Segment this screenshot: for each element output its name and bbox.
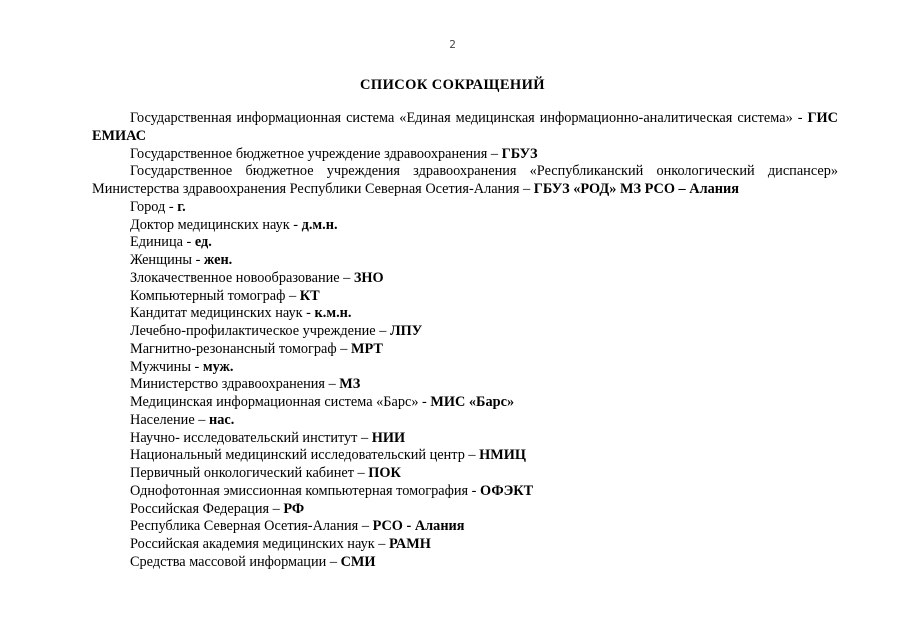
abbreviation-entry — [92, 341, 838, 359]
entry-abbreviation: ГИС ЕМИАС — [92, 110, 838, 144]
entry-abbreviation: РСО - Алания — [372, 518, 465, 535]
entry-term: Первичный онкологический кабинет – — [130, 465, 365, 481]
abbreviation-entry — [92, 288, 838, 306]
abbreviation-list — [92, 110, 838, 572]
entry-term: Кандитат медицинских наук - — [130, 305, 311, 322]
entry-term: Население – — [130, 411, 206, 428]
entry-abbreviation: ОФЭКТ — [480, 482, 534, 499]
entry-abbreviation: ЛПУ — [389, 323, 423, 339]
abbreviation-entry — [92, 447, 838, 465]
entry-abbreviation: ГБУЗ «РОД» МЗ РСО – Алания — [533, 181, 739, 197]
entry-term: Средства массовой информации – — [130, 553, 337, 570]
entry-term: Научно- исследовательский институт – — [130, 429, 369, 446]
entry-term: Единица - — [130, 234, 192, 251]
abbreviation-entry — [92, 554, 838, 572]
entry-term: Государственная информационная система «Единая медицинская информационно-аналитическая система» - — [130, 110, 803, 126]
abbreviation-entry — [92, 252, 838, 270]
entry-abbreviation: РФ — [283, 500, 305, 517]
entry-abbreviation: МЗ — [339, 376, 361, 393]
abbreviation-entry — [92, 483, 838, 501]
abbreviation-entry — [92, 412, 838, 430]
entry-term: Женщины - — [130, 252, 201, 268]
abbreviation-entry — [92, 323, 838, 341]
abbreviation-entry — [92, 465, 838, 483]
abbreviation-entry — [92, 270, 838, 288]
entry-term: Министерство здравоохранения – — [130, 376, 336, 393]
abbreviation-entry — [92, 518, 838, 536]
entry-abbreviation: г. — [177, 198, 186, 215]
abbreviation-entry — [92, 146, 838, 164]
entry-abbreviation: ЗНО — [353, 269, 384, 286]
entry-term: Однофотонная эмиссионная компьютерная томография - — [130, 482, 477, 499]
abbreviation-entry — [92, 394, 838, 412]
entry-term: Республика Северная Осетия-Алания – — [130, 518, 369, 535]
abbreviation-entry — [92, 501, 838, 519]
abbreviation-entry — [92, 430, 838, 448]
entry-term: Российская Федерация – — [130, 500, 280, 517]
entry-abbreviation: НМИЦ — [479, 447, 527, 464]
abbreviation-entry — [92, 217, 838, 235]
entry-abbreviation: ед. — [194, 234, 212, 251]
entry-term: Государственное бюджетное учреждение здравоохранения – — [130, 145, 499, 162]
entry-term: Государственное бюджетное учреждения здравоохранения «Республиканский онкологический диспансер» Министерства здравоохранения Республики Северная Осетия-Алания – — [92, 163, 838, 197]
page-number: 2 — [449, 38, 456, 51]
entry-abbreviation: НИИ — [371, 429, 406, 446]
entry-abbreviation: муж. — [202, 358, 234, 375]
abbreviation-entry — [92, 359, 838, 377]
entry-abbreviation: к.м.н. — [314, 305, 352, 322]
abbreviation-entry — [92, 536, 838, 554]
abbreviation-entry — [92, 234, 838, 252]
entry-abbreviation: ПОК — [368, 465, 401, 481]
page-title: СПИСОК СОКРАЩЕНИЙ — [360, 77, 545, 93]
entry-term: Злокачественное новообразование – — [130, 269, 351, 286]
entry-term: Национальный медицинский исследовательский центр – — [130, 447, 476, 464]
abbreviation-entry — [92, 376, 838, 394]
entry-term: Медицинская информационная система «Барс» - — [130, 394, 427, 410]
entry-term: Магнитно-резонансный томограф – — [130, 340, 348, 357]
entry-term: Лечебно-профилактическое учреждение – — [130, 323, 387, 339]
entry-term: Российская академия медицинских наук – — [130, 536, 386, 552]
abbreviation-entry — [92, 199, 838, 217]
abbreviation-entry — [92, 163, 838, 199]
entry-abbreviation: СМИ — [340, 553, 376, 570]
abbreviation-entry — [92, 305, 838, 323]
entry-abbreviation: МРТ — [350, 340, 383, 357]
entry-abbreviation: МИС «Барс» — [430, 394, 515, 410]
entry-term: Компьютерный томограф – — [130, 287, 297, 304]
entry-abbreviation: жен. — [203, 252, 233, 268]
abbreviation-entry — [92, 110, 838, 146]
entry-abbreviation: ГБУЗ — [501, 145, 538, 162]
entry-term: Город - — [130, 198, 174, 215]
entry-term: Мужчины - — [130, 358, 200, 375]
entry-abbreviation: РАМН — [388, 536, 431, 552]
entry-abbreviation: нас. — [208, 411, 235, 428]
entry-abbreviation: д.м.н. — [301, 216, 338, 233]
entry-abbreviation: КТ — [299, 287, 320, 304]
entry-term: Доктор медицинских наук - — [130, 216, 299, 233]
